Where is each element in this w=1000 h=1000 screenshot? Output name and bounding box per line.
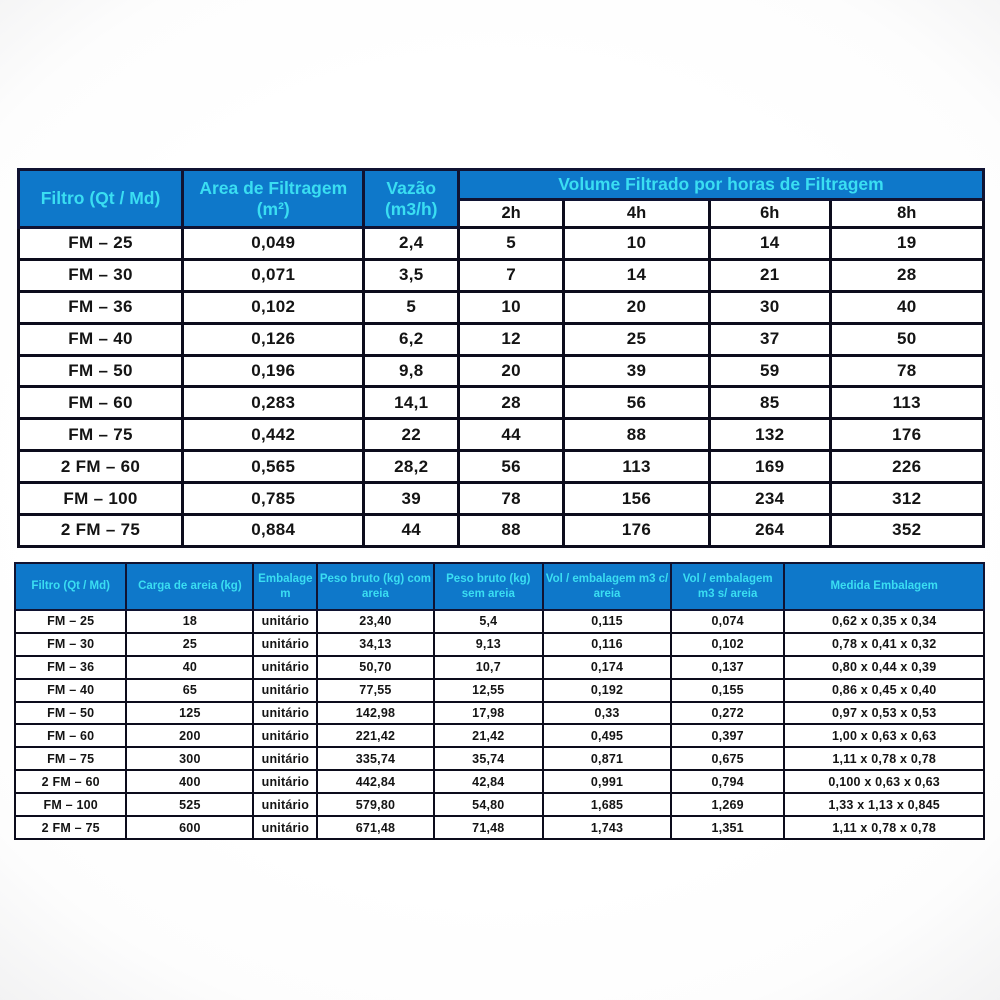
table-row <box>19 483 984 515</box>
table-cell: 40 <box>126 656 253 679</box>
header-vazao-line2: (m3/h) <box>384 198 438 219</box>
table-row <box>15 633 984 656</box>
table-cell: FM – 40 <box>15 679 126 702</box>
table-cell: 23,40 <box>317 610 433 633</box>
packaging-table-body <box>15 610 984 839</box>
table-cell: 0,565 <box>183 451 364 483</box>
table-cell: 226 <box>830 451 983 483</box>
table-cell: unitário <box>253 679 317 702</box>
table-cell: FM – 75 <box>19 419 183 451</box>
table-cell: 0,102 <box>183 291 364 323</box>
table-cell: 0,115 <box>543 610 671 633</box>
header-6h: 6h <box>709 200 830 228</box>
table-row <box>15 656 984 679</box>
table-row <box>19 323 984 355</box>
header-peso-bruto-sem-areia: Peso bruto (kg) sem areia <box>434 563 543 610</box>
table-cell: 1,11 x 0,78 x 0,78 <box>784 747 984 770</box>
table-cell: FM – 25 <box>19 228 183 260</box>
table-cell: 88 <box>564 419 710 451</box>
table-cell: 12 <box>459 323 564 355</box>
header-vazao-line1: Vazão <box>386 178 437 199</box>
table-cell: 0,33 <box>543 702 671 725</box>
table-cell: 0,442 <box>183 419 364 451</box>
table-cell: unitário <box>253 656 317 679</box>
table-row <box>19 387 984 419</box>
table-cell: 2 FM – 60 <box>15 770 126 793</box>
table-cell: 12,55 <box>434 679 543 702</box>
table-cell: 9,13 <box>434 633 543 656</box>
table-cell: unitário <box>253 793 317 816</box>
table-cell: 19 <box>830 228 983 260</box>
table-cell: 10 <box>459 291 564 323</box>
filtration-table <box>17 168 985 548</box>
packaging-header-row <box>15 563 984 610</box>
table-cell: 0,86 x 0,45 x 0,40 <box>784 679 984 702</box>
table-cell: 14 <box>564 259 710 291</box>
table-cell: 525 <box>126 793 253 816</box>
table-cell: 176 <box>564 515 710 547</box>
table-row <box>15 702 984 725</box>
table-cell: 1,269 <box>671 793 784 816</box>
table-cell: 200 <box>126 724 253 747</box>
table-cell: 0,196 <box>183 355 364 387</box>
table-cell: 28 <box>459 387 564 419</box>
table-cell: 5 <box>364 291 459 323</box>
table-cell: 0,102 <box>671 633 784 656</box>
table-row <box>19 451 984 483</box>
table-cell: 0,272 <box>671 702 784 725</box>
table-row <box>15 679 984 702</box>
header-filtro-2: Filtro (Qt / Md) <box>15 563 126 610</box>
table-cell: FM – 75 <box>15 747 126 770</box>
table-cell: 0,126 <box>183 323 364 355</box>
table-cell: FM – 60 <box>19 387 183 419</box>
table-cell: 10,7 <box>434 656 543 679</box>
filtration-header-row <box>19 170 984 200</box>
header-8h: 8h <box>830 200 983 228</box>
table-cell: 18 <box>126 610 253 633</box>
table-row <box>19 228 984 260</box>
table-cell: 176 <box>830 419 983 451</box>
table-cell: 0,155 <box>671 679 784 702</box>
table-row <box>19 355 984 387</box>
table-cell: 28 <box>830 259 983 291</box>
table-cell: 156 <box>564 483 710 515</box>
table-cell: 14 <box>709 228 830 260</box>
table-cell: 0,785 <box>183 483 364 515</box>
table-cell: 312 <box>830 483 983 515</box>
table-cell: 0,62 x 0,35 x 0,34 <box>784 610 984 633</box>
table-cell: 1,743 <box>543 816 671 839</box>
table-cell: 28,2 <box>364 451 459 483</box>
table-cell: 234 <box>709 483 830 515</box>
table-cell: 0,283 <box>183 387 364 419</box>
table-cell: FM – 50 <box>19 355 183 387</box>
table-cell: 2 FM – 75 <box>15 816 126 839</box>
header-peso-bruto-com-areia: Peso bruto (kg) com areia <box>317 563 433 610</box>
table-row <box>15 793 984 816</box>
table-cell: 50,70 <box>317 656 433 679</box>
table-row <box>19 419 984 451</box>
table-cell: 0,884 <box>183 515 364 547</box>
header-vazao <box>364 170 459 228</box>
table-cell: 442,84 <box>317 770 433 793</box>
header-carga-areia: Carga de areia (kg) <box>126 563 253 610</box>
table-cell: 0,495 <box>543 724 671 747</box>
table-cell: 35,74 <box>434 747 543 770</box>
table-cell: 0,871 <box>543 747 671 770</box>
table-cell: 56 <box>459 451 564 483</box>
header-area-filtragem <box>183 170 364 228</box>
table-row <box>15 747 984 770</box>
table-cell: 56 <box>564 387 710 419</box>
table-cell: 221,42 <box>317 724 433 747</box>
table-cell: FM – 30 <box>19 259 183 291</box>
table-cell: 65 <box>126 679 253 702</box>
table-cell: 0,991 <box>543 770 671 793</box>
header-area-line2: (m²) <box>256 198 290 219</box>
packaging-table <box>14 562 985 840</box>
table-cell: unitário <box>253 633 317 656</box>
table-cell: unitário <box>253 816 317 839</box>
table-cell: 400 <box>126 770 253 793</box>
table-row <box>15 816 984 839</box>
table-row <box>19 515 984 547</box>
table-cell: 54,80 <box>434 793 543 816</box>
table-cell: 0,049 <box>183 228 364 260</box>
table-cell: 3,5 <box>364 259 459 291</box>
table-cell: 25 <box>126 633 253 656</box>
table-cell: FM – 100 <box>15 793 126 816</box>
table-cell: 0,174 <box>543 656 671 679</box>
table-cell: unitário <box>253 702 317 725</box>
table-cell: 30 <box>709 291 830 323</box>
table-row <box>19 291 984 323</box>
table-cell: 7 <box>459 259 564 291</box>
table-cell: 0,100 x 0,63 x 0,63 <box>784 770 984 793</box>
table-cell: 0,794 <box>671 770 784 793</box>
table-cell: 85 <box>709 387 830 419</box>
table-cell: 2 FM – 60 <box>19 451 183 483</box>
table-cell: unitário <box>253 747 317 770</box>
table-cell: 1,00 x 0,63 x 0,63 <box>784 724 984 747</box>
table-cell: 132 <box>709 419 830 451</box>
table-cell: unitário <box>253 610 317 633</box>
table-cell: 125 <box>126 702 253 725</box>
table-cell: 21,42 <box>434 724 543 747</box>
table-cell: 352 <box>830 515 983 547</box>
table-cell: 0,071 <box>183 259 364 291</box>
table-cell: 0,397 <box>671 724 784 747</box>
table-cell: 0,80 x 0,44 x 0,39 <box>784 656 984 679</box>
table-cell: 10 <box>564 228 710 260</box>
filtration-table-body <box>19 228 984 547</box>
table-cell: 264 <box>709 515 830 547</box>
table-cell: 113 <box>830 387 983 419</box>
table-cell: 113 <box>564 451 710 483</box>
header-2h: 2h <box>459 200 564 228</box>
table-cell: 14,1 <box>364 387 459 419</box>
table-cell: 6,2 <box>364 323 459 355</box>
table-cell: 34,13 <box>317 633 433 656</box>
table-cell: 20 <box>459 355 564 387</box>
table-cell: 0,97 x 0,53 x 0,53 <box>784 702 984 725</box>
table-cell: 59 <box>709 355 830 387</box>
table-cell: 1,33 x 1,13 x 0,845 <box>784 793 984 816</box>
table-cell: 20 <box>564 291 710 323</box>
table-cell: 0,192 <box>543 679 671 702</box>
table-cell: 25 <box>564 323 710 355</box>
table-cell: 42,84 <box>434 770 543 793</box>
table-cell: FM – 36 <box>15 656 126 679</box>
header-filtro: Filtro (Qt / Md) <box>19 170 183 228</box>
table-row <box>15 724 984 747</box>
table-cell: 335,74 <box>317 747 433 770</box>
table-cell: 39 <box>364 483 459 515</box>
table-cell: 21 <box>709 259 830 291</box>
table-cell: 5,4 <box>434 610 543 633</box>
table-cell: 2,4 <box>364 228 459 260</box>
table-cell: 78 <box>830 355 983 387</box>
table-cell: 1,685 <box>543 793 671 816</box>
table-cell: 300 <box>126 747 253 770</box>
table-cell: 50 <box>830 323 983 355</box>
table-cell: 0,78 x 0,41 x 0,32 <box>784 633 984 656</box>
table-cell: FM – 60 <box>15 724 126 747</box>
table-cell: 40 <box>830 291 983 323</box>
table-cell: 44 <box>364 515 459 547</box>
table-cell: 0,116 <box>543 633 671 656</box>
table-cell: 37 <box>709 323 830 355</box>
table-cell: 671,48 <box>317 816 433 839</box>
table-cell: 78 <box>459 483 564 515</box>
table-row <box>15 770 984 793</box>
header-vol-embalagem-com-areia: Vol / embalagem m3 c/ areia <box>543 563 671 610</box>
table-cell: unitário <box>253 770 317 793</box>
table-cell: 88 <box>459 515 564 547</box>
table-row <box>19 259 984 291</box>
table-cell: 2 FM – 75 <box>19 515 183 547</box>
table-cell: 142,98 <box>317 702 433 725</box>
table-cell: 0,074 <box>671 610 784 633</box>
table-cell: 0,137 <box>671 656 784 679</box>
table-cell: 22 <box>364 419 459 451</box>
table-cell: 17,98 <box>434 702 543 725</box>
header-medida-embalagem: Medida Embalagem <box>784 563 984 610</box>
header-embalagem: Embalagem <box>253 563 317 610</box>
table-cell: FM – 50 <box>15 702 126 725</box>
table-cell: 39 <box>564 355 710 387</box>
table-cell: 169 <box>709 451 830 483</box>
table-cell: 71,48 <box>434 816 543 839</box>
table-row <box>15 610 984 633</box>
table-cell: 5 <box>459 228 564 260</box>
table-cell: 600 <box>126 816 253 839</box>
header-vol-embalagem-sem-areia: Vol / embalagem m3 s/ areia <box>671 563 784 610</box>
table-cell: 0,675 <box>671 747 784 770</box>
table-cell: 77,55 <box>317 679 433 702</box>
table-cell: 1,11 x 0,78 x 0,78 <box>784 816 984 839</box>
table-cell: FM – 25 <box>15 610 126 633</box>
table-cell: FM – 36 <box>19 291 183 323</box>
table-cell: 9,8 <box>364 355 459 387</box>
table-cell: 579,80 <box>317 793 433 816</box>
table-cell: FM – 100 <box>19 483 183 515</box>
table-cell: FM – 40 <box>19 323 183 355</box>
header-volume-filtrado: Volume Filtrado por horas de Filtragem <box>459 170 984 200</box>
table-cell: 1,351 <box>671 816 784 839</box>
table-cell: unitário <box>253 724 317 747</box>
table-cell: FM – 30 <box>15 633 126 656</box>
header-4h: 4h <box>564 200 710 228</box>
table-cell: 44 <box>459 419 564 451</box>
header-area-line1: Area de Filtragem <box>199 178 348 199</box>
